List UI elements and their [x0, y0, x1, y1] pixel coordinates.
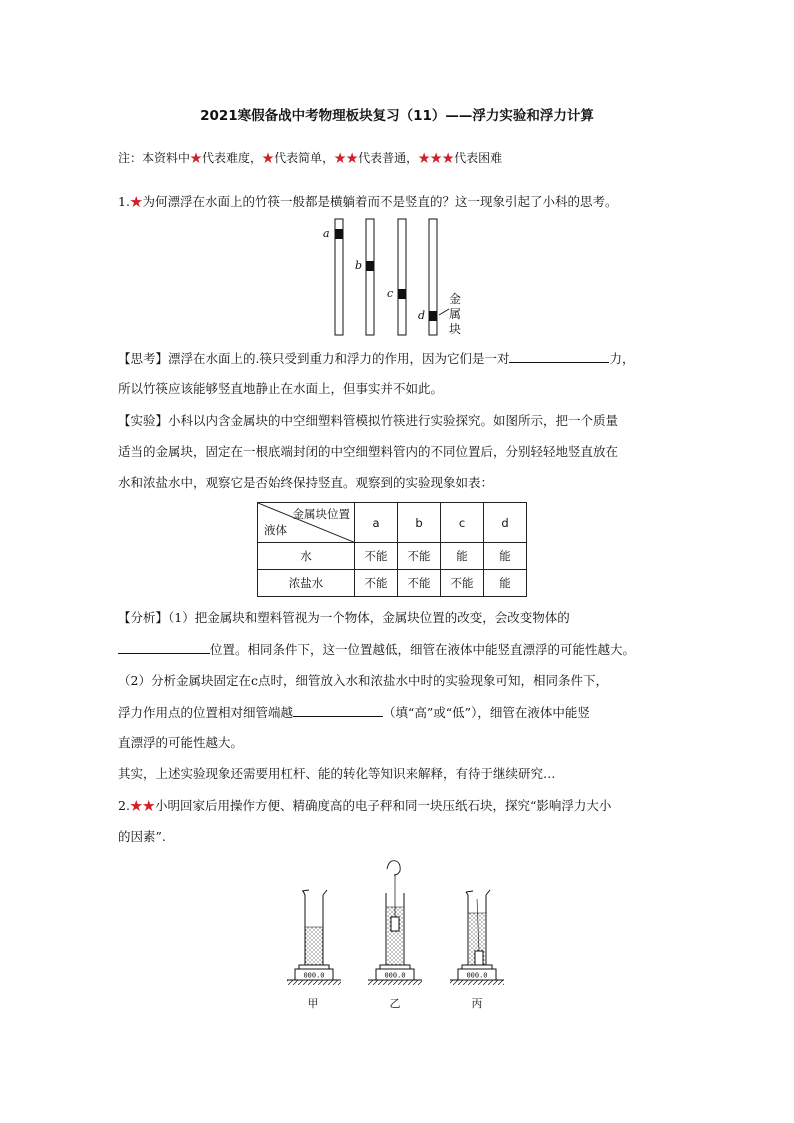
- answer-blank[interactable]: [509, 350, 609, 363]
- hand-icon: [387, 861, 400, 875]
- question-text: 小明回家后用操作方便、精确度高的电子秤和同一块压纸石块，探究“影响浮力大小: [154, 798, 612, 813]
- star-icon: ★: [190, 151, 203, 165]
- text: 浮力作用点的位置相对细管端越: [118, 705, 294, 720]
- analysis-1-line-1: 【分析】（1）把金属块和塑料管视为一个物体，金属块位置的改变，会改变物体的: [118, 610, 570, 625]
- text: 位置。相同条件下，这一位置越低，细管在液体中能竖直漂浮的可能性越大。: [210, 642, 636, 657]
- header-liquid: 液体: [264, 523, 287, 537]
- metal-block-b: [366, 261, 374, 271]
- results-table: [257, 502, 527, 597]
- think-line-1: [118, 350, 678, 367]
- block-label: 块: [449, 322, 462, 336]
- label-d: d: [418, 309, 426, 322]
- setup-bing: [450, 890, 504, 1010]
- conclusion: 其实，上述实验现象还需要用杠杆、能的转化等知识来解释，有待于继续研究…: [118, 766, 556, 781]
- col-header: b: [398, 503, 441, 543]
- metal-block-a: [335, 229, 343, 239]
- text: （填“高”或“低”），细管在液体中能竖: [383, 705, 590, 720]
- star-icon: ★★★: [418, 151, 455, 165]
- table-cell: 不能: [398, 570, 441, 597]
- scale-readout: 000.0: [466, 971, 488, 980]
- table-cell: 能: [441, 543, 484, 570]
- analysis-2-line-1: （2）分析金属块固定在c点时，细管放入水和浓盐水中时的实验现象可知，相同条件下，: [118, 673, 608, 688]
- setup-yi: [368, 861, 422, 1010]
- row-label: 水: [258, 543, 355, 570]
- metal-block-d: [429, 311, 437, 321]
- note-text: 代表普通，: [358, 151, 419, 165]
- tube-c: [398, 219, 406, 335]
- tube-b: [366, 219, 374, 335]
- note-prefix: 注：本资料中: [118, 151, 191, 165]
- experiment-line-2: 适当的金属块，固定在一根底端封闭的中空细塑料管内的不同位置后，分别轻轻地竖直放在: [118, 444, 619, 459]
- label-c: c: [387, 287, 394, 300]
- analysis-2-line-3: 直漂浮的可能性越大。: [118, 735, 244, 750]
- metal-block-c: [398, 289, 406, 299]
- question-2-stem: [118, 798, 678, 814]
- col-header: d: [484, 503, 527, 543]
- analysis-2-line-2: [118, 704, 678, 721]
- label-b: b: [355, 259, 363, 272]
- label-yi: 乙: [389, 997, 401, 1010]
- answer-blank[interactable]: [293, 704, 383, 717]
- question-2-stem-line-2: 的因素”.: [118, 829, 166, 844]
- label-a: a: [323, 227, 330, 240]
- difficulty-note: [118, 150, 678, 166]
- question-number: 2.: [118, 798, 130, 813]
- star-icon: ★★: [129, 798, 155, 813]
- scale-readout: 000.0: [303, 971, 325, 980]
- block-label: 金: [449, 292, 462, 306]
- table-header-diagonal: [258, 503, 355, 543]
- label-jia: 甲: [307, 997, 319, 1010]
- analysis-1-line-2: [118, 641, 678, 658]
- tube-figure: [315, 215, 475, 340]
- table-cell: 不能: [355, 543, 398, 570]
- star-icon: ★★: [334, 151, 359, 165]
- text: 【思考】漂浮在水面上的.筷只受到重力和浮力的作用，因为它们是一对: [118, 351, 510, 366]
- note-text: 代表简单，: [274, 151, 335, 165]
- col-header: c: [441, 503, 484, 543]
- scale-figure: [283, 855, 523, 1015]
- table-cell: 不能: [355, 570, 398, 597]
- text: 力，: [609, 351, 635, 366]
- setup-jia: [287, 890, 341, 1010]
- label-bing: 丙: [471, 997, 483, 1010]
- question-number: 1.: [118, 194, 130, 209]
- question-text: 为何漂浮在水面上的竹筷一般都是横躺着而不是竖直的？这一现象引起了小科的思考。: [142, 194, 618, 209]
- star-icon: ★: [262, 151, 275, 165]
- table-row: [258, 570, 527, 597]
- think-line-2: 所以竹筷应该能够竖直地静止在水面上，但事实并不如此。: [118, 381, 444, 396]
- page-title: 2021寒假备战中考物理板块复习（11）——浮力实验和浮力计算: [200, 108, 594, 124]
- question-1-stem: [118, 194, 678, 210]
- water: [305, 927, 323, 965]
- table-cell: 不能: [441, 570, 484, 597]
- block-label: 属: [449, 307, 462, 321]
- experiment-line-1: 【实验】小科以内含金属块的中空细塑料管模拟竹筷进行实验探究。如图所示，把一个质量: [118, 413, 619, 428]
- experiment-line-3: 水和浓盐水中，观察它是否始终保持竖直。观察到的实验现象如表：: [118, 475, 494, 490]
- header-position: 金属块位置: [292, 507, 350, 521]
- note-text: 代表困难: [454, 151, 503, 165]
- row-label: 浓盐水: [258, 570, 355, 597]
- table-cell: 能: [484, 543, 527, 570]
- table-row: [258, 543, 527, 570]
- stone-block: [475, 951, 483, 965]
- table-cell: 不能: [398, 543, 441, 570]
- note-text: 代表难度，: [202, 151, 263, 165]
- table-cell: 能: [484, 570, 527, 597]
- star-icon: ★: [129, 194, 143, 209]
- answer-blank[interactable]: [118, 641, 210, 654]
- stone-block: [391, 917, 399, 931]
- scale-readout: 000.0: [384, 971, 406, 980]
- col-header: a: [355, 503, 398, 543]
